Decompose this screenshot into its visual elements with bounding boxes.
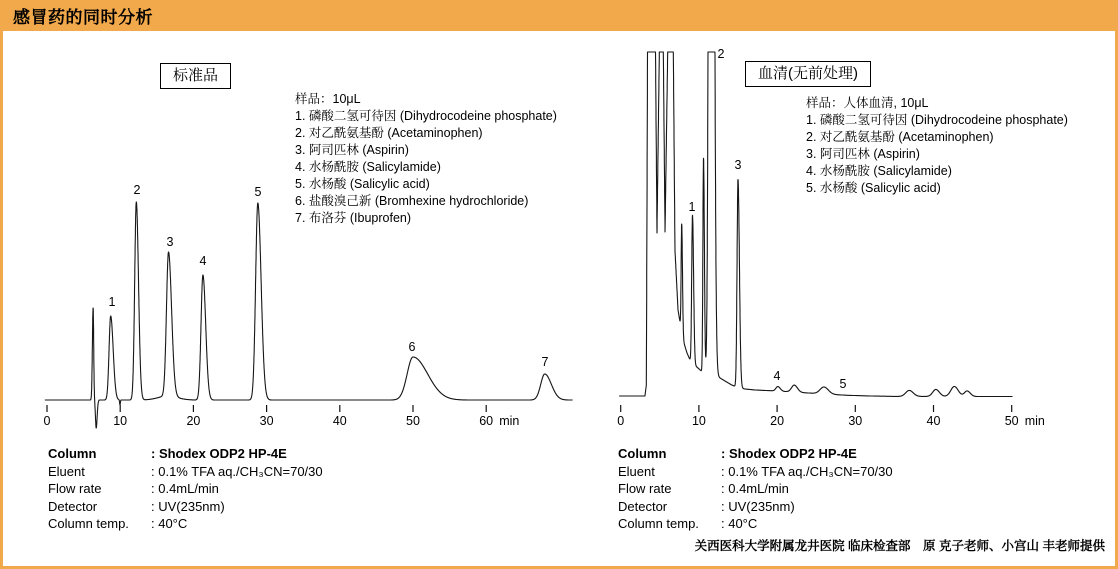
condition-row — [618, 445, 893, 463]
list-line: 1. 磷酸二氢可待因 (Dihydrocodeine phosphate) — [806, 113, 1068, 127]
condition-label: Column temp. — [618, 516, 699, 531]
list-line: 样品：人体血清, 10μL — [806, 96, 929, 110]
sample-list-serum — [806, 95, 1068, 197]
peak-label: 4 — [773, 369, 781, 383]
condition-value: : Shodex ODP2 HP-4E — [151, 446, 287, 461]
page-title: 感冒药的同时分析 — [13, 8, 153, 27]
condition-row — [48, 498, 323, 516]
axis-unit-label: min — [499, 414, 520, 428]
axis-tick-label: 30 — [848, 414, 863, 428]
peak-label: 4 — [199, 254, 207, 268]
condition-row — [48, 463, 323, 481]
condition-label: Column temp. — [48, 516, 129, 531]
peak-label: 6 — [408, 340, 416, 354]
axis-tick-label: 0 — [617, 414, 625, 428]
condition-row — [618, 515, 893, 533]
list-line: 7. 布洛芬 (Ibuprofen) — [295, 211, 412, 225]
peak-label: 5 — [254, 185, 262, 199]
list-line: 1. 磷酸二氢可待因 (Dihydrocodeine phosphate) — [295, 109, 557, 123]
credit-line: 关西医科大学附属龙井医院 临床检查部 原 克子老师、小宫山 丰老师提供 — [694, 539, 1105, 553]
condition-label: Detector — [618, 498, 668, 514]
list-line: 2. 对乙酰氨基酚 (Acetaminophen) — [806, 130, 994, 144]
condition-label: Eluent — [618, 463, 655, 479]
axis-tick-label: 10 — [691, 414, 706, 428]
axis-tick-label: 50 — [406, 414, 420, 428]
axis-tick-label: 60 — [479, 414, 494, 428]
condition-value: : 0.1% TFA aq./CH₃CN=70/30 — [721, 463, 893, 479]
condition-label: Flow rate — [618, 481, 672, 496]
peak-label: 7 — [541, 355, 549, 369]
axis-tick-label: 50 — [1004, 414, 1019, 428]
axis-tick-label: 20 — [186, 414, 201, 428]
condition-row — [618, 463, 893, 481]
conditions-standard — [48, 445, 323, 533]
list-line: 4. 水杨酰胺 (Salicylamide) — [295, 160, 441, 174]
condition-value: : 0.1% TFA aq./CH₃CN=70/30 — [151, 463, 323, 479]
condition-row — [48, 445, 323, 463]
condition-value: : 40°C — [721, 516, 758, 531]
list-line: 样品：10μL — [295, 92, 361, 106]
axis-tick-label: 20 — [770, 414, 785, 428]
condition-row — [618, 480, 893, 498]
condition-label: Detector — [48, 498, 98, 514]
peak-label: 3 — [734, 158, 742, 172]
condition-label: Eluent — [48, 463, 85, 479]
condition-label: Column — [48, 446, 97, 461]
axis-tick-label: 0 — [43, 414, 51, 428]
condition-row — [48, 515, 323, 533]
list-line: 2. 对乙酰氨基酚 (Acetaminophen) — [295, 126, 483, 140]
condition-value: : UV(235nm) — [721, 498, 795, 514]
axis-tick-label: 40 — [332, 414, 347, 428]
sample-list-standard — [295, 91, 557, 227]
list-line: 3. 阿司匹林 (Aspirin) — [295, 143, 409, 157]
condition-value: : 0.4mL/min — [151, 481, 219, 496]
condition-value: : 40°C — [151, 516, 188, 531]
peak-label: 5 — [839, 377, 847, 391]
trace-standard — [45, 202, 573, 428]
peak-label: 1 — [108, 295, 116, 309]
axis-tick-label: 10 — [113, 414, 128, 428]
axis-tick-label: 40 — [926, 414, 941, 428]
list-line: 5. 水杨酸 (Salicylic acid) — [295, 177, 430, 191]
peak-label: 2 — [717, 47, 725, 61]
axis-tick-label: 30 — [259, 414, 274, 428]
peak-label: 1 — [688, 200, 696, 214]
condition-value: : Shodex ODP2 HP-4E — [721, 446, 857, 461]
condition-value: : 0.4mL/min — [721, 481, 789, 496]
condition-label: Column — [618, 446, 667, 461]
panel-label-serum: 血清(无前处理) — [745, 61, 871, 87]
list-line: 5. 水杨酸 (Salicylic acid) — [806, 181, 941, 195]
list-line: 6. 盐酸溴己新 (Bromhexine hydrochloride) — [295, 194, 529, 208]
condition-row — [48, 480, 323, 498]
condition-label: Flow rate — [48, 481, 102, 496]
peak-label: 3 — [166, 235, 174, 249]
list-line: 4. 水杨酰胺 (Salicylamide) — [806, 164, 952, 178]
panel-label-standard: 标准品 — [160, 63, 231, 89]
list-line: 3. 阿司匹林 (Aspirin) — [806, 147, 920, 161]
conditions-serum — [618, 445, 893, 533]
condition-row — [618, 498, 893, 516]
condition-value: : UV(235nm) — [151, 498, 225, 514]
axis-unit-label: min — [1024, 414, 1045, 428]
peak-label: 2 — [133, 183, 141, 197]
